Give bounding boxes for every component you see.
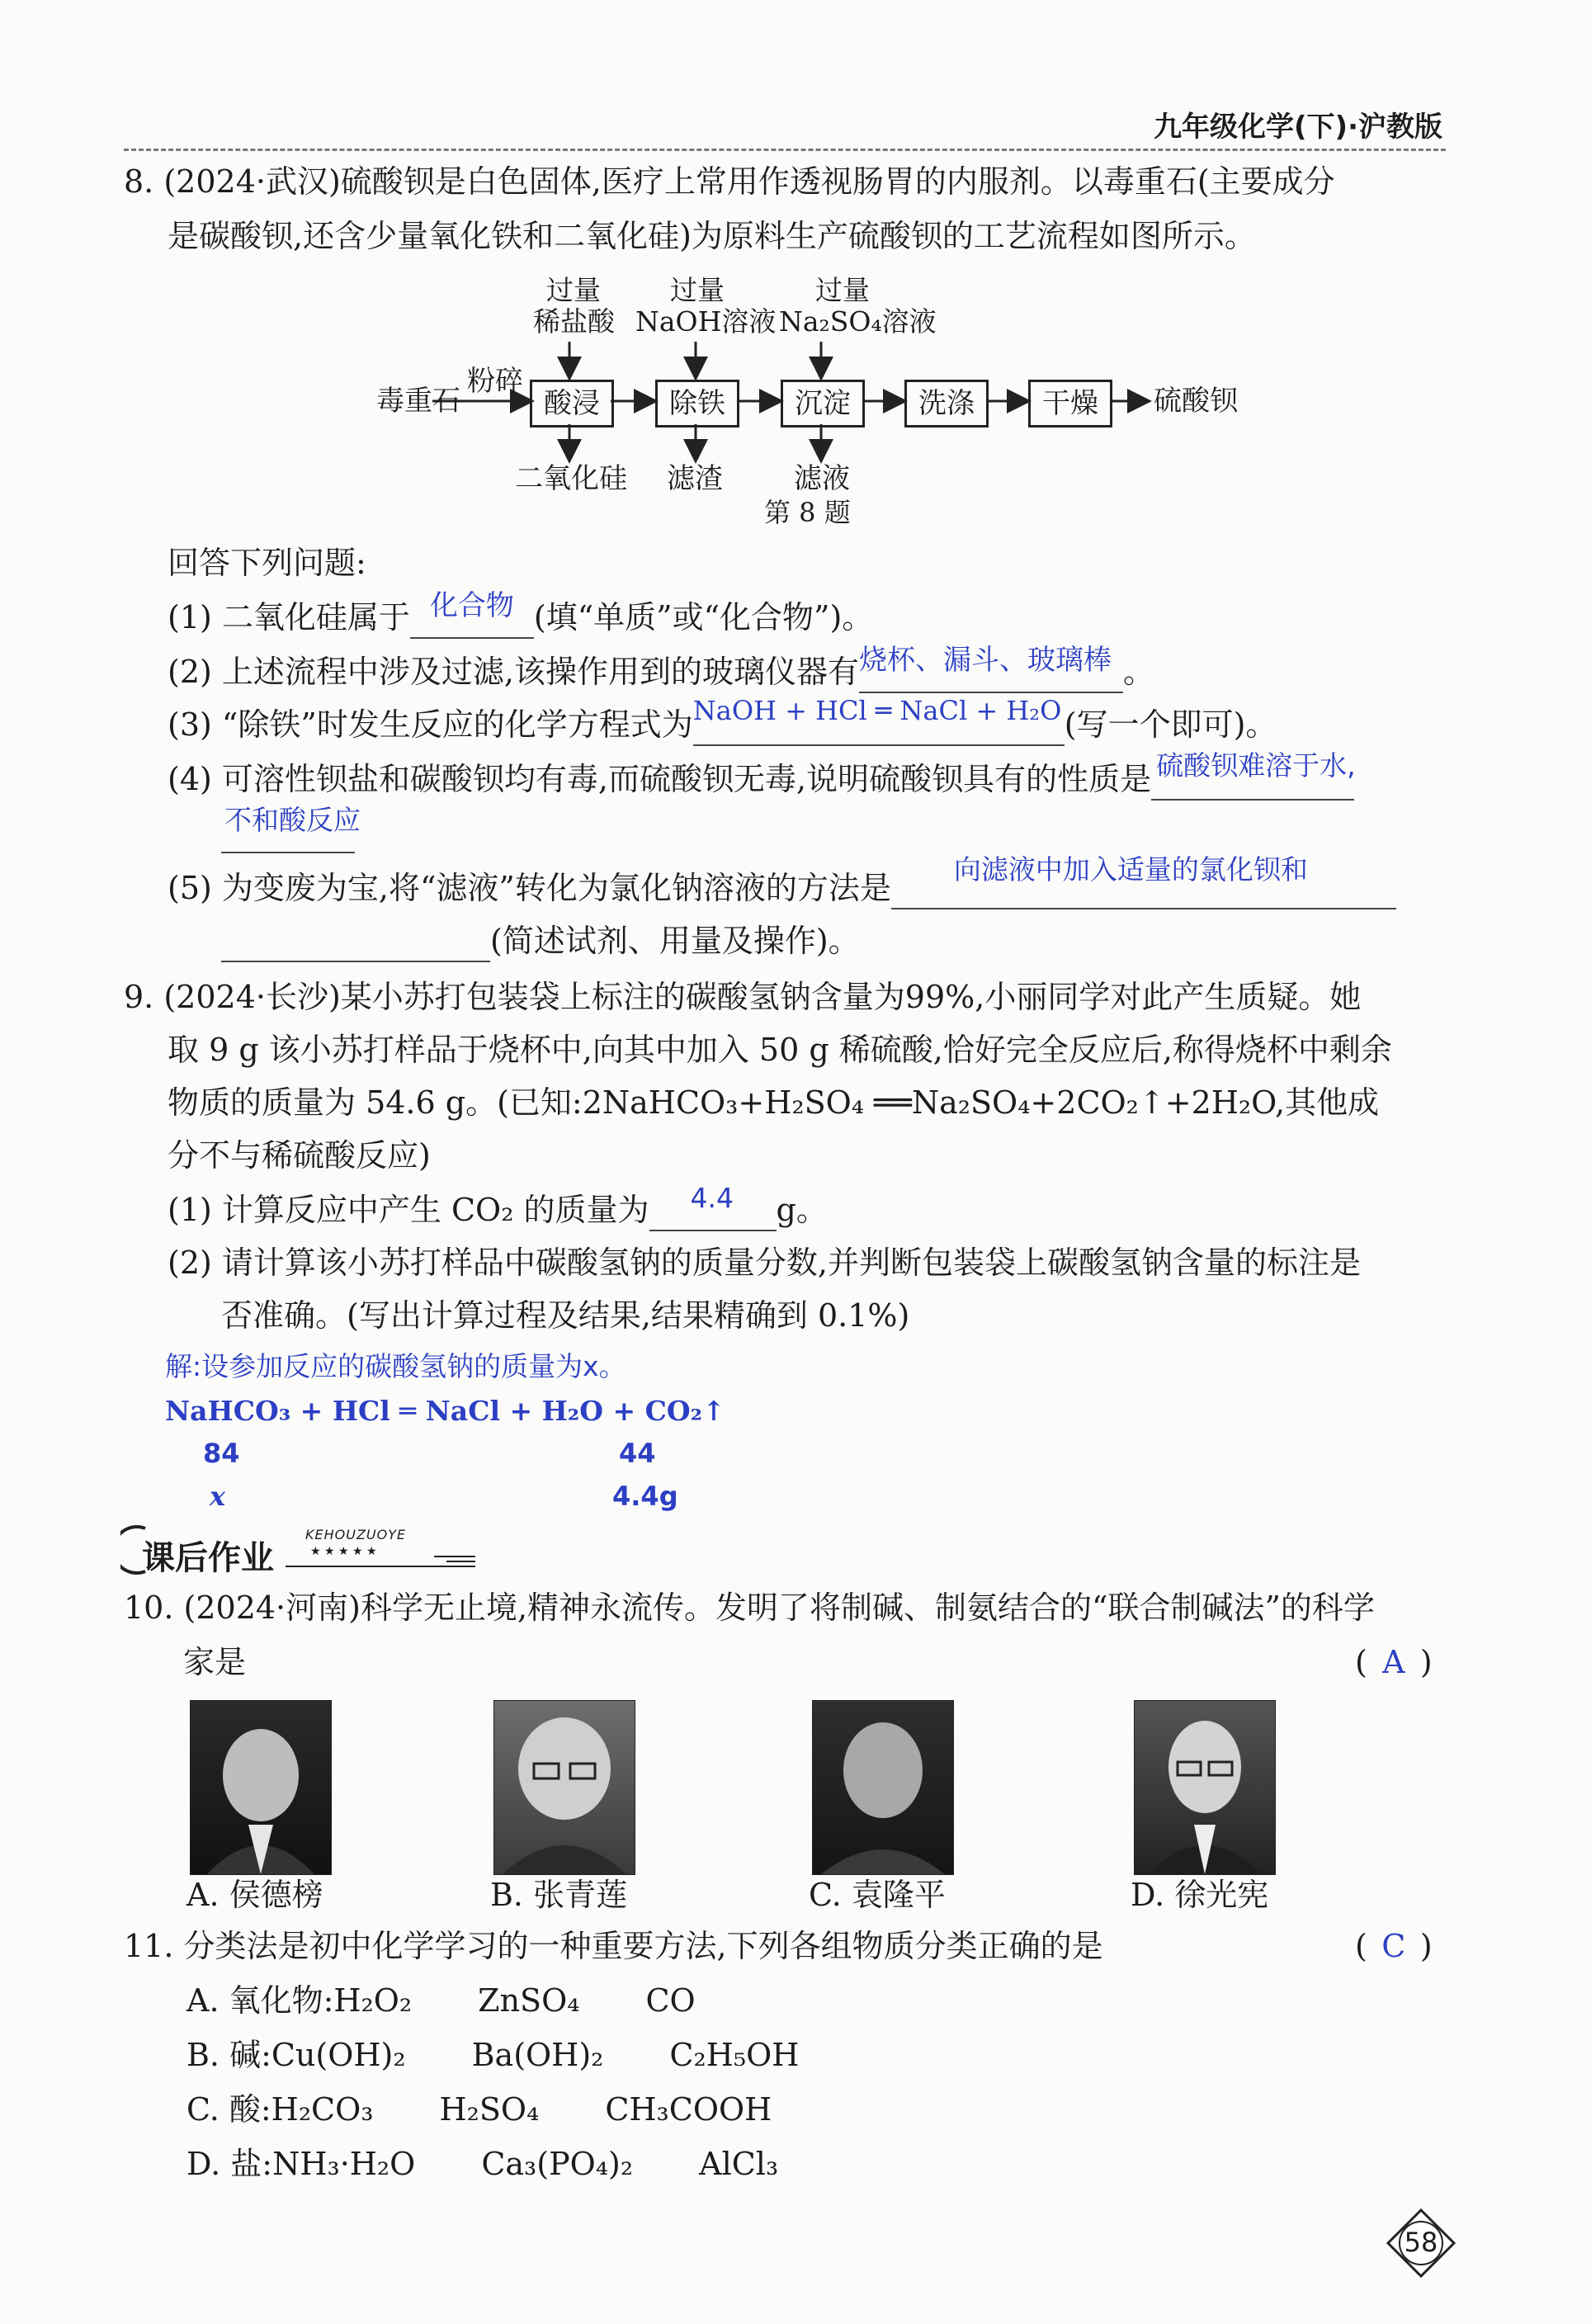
q8-sub1: (1) 二氧化硅属于 化合物 (填“单质”或“化合物”)。 — [168, 599, 873, 639]
q10-line2: 家是 — [183, 1644, 247, 1680]
homework-title: 课后作业 — [142, 1539, 274, 1577]
portrait-d-image — [1135, 1701, 1275, 1874]
q9-line2: 取 9 g 该小苏打样品于烧杯中,向其中加入 50 g 稀硫酸,恰好完全反应后,称得烧杯中剩余 — [168, 1032, 1392, 1068]
q8-sub1-blank[interactable] — [410, 589, 534, 639]
q8-sub4-blank1[interactable] — [1151, 749, 1356, 801]
q10-option-b[interactable]: B. 张青莲 — [490, 1877, 628, 1913]
q9-solution-4-4g: 4.4g — [612, 1481, 678, 1512]
q10-option-a[interactable]: A. 侯德榜 — [186, 1877, 323, 1913]
q9-sub2-line2: 否准确。(写出计算过程及结果,结果精确到 0.1%) — [221, 1297, 910, 1334]
q9-line4: 分不与稀硫酸反应) — [168, 1137, 431, 1174]
q8-sub4-cont — [221, 804, 361, 853]
q11-option-a[interactable]: A. 氧化物:H₂O₂ ZnSO₄ CO — [186, 1982, 696, 2019]
flow-caption: 第 8 题 — [764, 497, 851, 528]
q8-sub2-answer: 烧杯、漏斗、玻璃棒 — [859, 644, 1112, 677]
q8-sub2-blank[interactable] — [859, 644, 1123, 693]
q9-solution-84: 84 — [203, 1438, 240, 1469]
q10-answer-bracket[interactable]: ( A ) — [1355, 1644, 1433, 1680]
reagent-1-name: 稀盐酸 — [533, 305, 615, 338]
q8-intro-line2: 是碳酸钡,还含少量氧化铁和二氧化硅)为原料生产硫酸钡的工艺流程如图所示。 — [168, 218, 1256, 254]
q8-sub5-blank1[interactable] — [891, 853, 1396, 909]
portrait-b — [493, 1700, 635, 1875]
q10-option-d[interactable]: D. 徐光宪 — [1131, 1877, 1269, 1913]
portrait-a — [190, 1700, 332, 1875]
q11-option-b[interactable]: B. 碱:Cu(OH)₂ Ba(OH)₂ C₂H₅OH — [186, 2037, 800, 2073]
reagent-2-name: NaOH溶液 — [635, 305, 777, 338]
flow-output-2: 滤渣 — [667, 462, 723, 495]
portrait-c-image — [813, 1701, 953, 1874]
page-number-badge — [1386, 2208, 1456, 2278]
reagent-1-amount: 过量 — [546, 274, 601, 306]
q8-sub5: (5) 为变废为宝,将“滤液”转化为氯化钠溶液的方法是 向滤液中加入适量的氯化钡和 — [168, 870, 1396, 909]
flow-step-2: 除铁 — [655, 380, 739, 427]
q11-answer-bracket[interactable]: ( C ) — [1355, 1928, 1433, 1964]
homework-stars: ★ ★ ★ ★ ★ — [310, 1545, 377, 1558]
flow-step-3: 沉淀 — [781, 380, 865, 427]
flow-arrows — [0, 0, 1591, 536]
q9-solution-equation: NaHCO₃ + HCl ═ NaCl + H₂O + CO₂↑ — [165, 1395, 725, 1427]
q8-sub5-blank2[interactable] — [221, 923, 490, 962]
q9-line3: 物质的质量为 54.6 g。(已知:2NaHCO₃+H₂SO₄ ══Na₂SO₄+2CO₂↑+2H₂O,其他成 — [168, 1084, 1380, 1121]
flow-grind-label: 粉碎 — [467, 365, 523, 398]
q10-answer: A — [1382, 1644, 1405, 1680]
q8-prompt: 回答下列问题: — [168, 545, 366, 581]
q9-sub1-answer: 4.4 — [690, 1182, 734, 1214]
q9-solution-x: x — [210, 1481, 226, 1512]
portrait-c — [812, 1700, 954, 1875]
q11-option-d[interactable]: D. 盐:NH₃·H₂O Ca₃(PO₄)₂ AlCl₃ — [186, 2146, 779, 2182]
flow-end: 硫酸钡 — [1154, 385, 1238, 418]
homework-section-header — [120, 1523, 484, 1576]
q8-sub4-answer2: 不和酸反应 — [224, 804, 361, 836]
portrait-b-image — [494, 1701, 635, 1874]
q8-sub2: (2) 上述流程中涉及过滤,该操作用到的玻璃仪器有 烧杯、漏斗、玻璃棒 。 — [168, 654, 1154, 693]
q9-sub2-line1: (2) 请计算该小苏打样品中碳酸氢钠的质量分数,并判断包装袋上碳酸氢钠含量的标注是 — [168, 1245, 1361, 1281]
q10-option-c[interactable]: C. 袁隆平 — [809, 1877, 946, 1913]
q9-sub1: (1) 计算反应中产生 CO₂ 的质量为 4.4 g。 — [168, 1192, 828, 1231]
q8-sub5-cont: (简述试剂、用量及操作)。 — [221, 923, 860, 962]
portrait-d — [1134, 1700, 1276, 1875]
q8-sub5-answer: 向滤液中加入适量的氯化钡和 — [953, 853, 1308, 886]
portrait-a-image — [191, 1701, 331, 1874]
q11-line1: 11. 分类法是初中化学学习的一种重要方法,下列各组物质分类正确的是 — [124, 1928, 1103, 1964]
flow-step-4: 洗涤 — [904, 380, 989, 427]
flow-step-1: 酸浸 — [530, 380, 614, 427]
q9-solution-line1: 解:设参加反应的碳酸氢钠的质量为x。 — [165, 1350, 626, 1382]
reagent-3-name: Na₂SO₄溶液 — [779, 305, 937, 338]
q8-sub4-answer1: 硫酸钡难溶于水, — [1156, 749, 1356, 782]
running-header: 九年级化学(下)·沪教版 — [1154, 111, 1442, 144]
q8-sub3-answer: NaOH + HCl ═ NaCl + H₂O — [692, 695, 1062, 726]
flow-output-1: 二氧化硅 — [515, 462, 627, 495]
q8-sub3-blank[interactable] — [692, 695, 1065, 746]
reagent-3-amount: 过量 — [815, 274, 870, 306]
q11-answer: C — [1381, 1928, 1406, 1964]
q8-sub4: (4) 可溶性钡盐和碳酸钡均有毒,而硫酸钡无毒,说明硫酸钡具有的性质是 硫酸钡难溶于水, — [168, 761, 1354, 801]
q8-sub4-blank2[interactable] — [221, 804, 361, 853]
flow-start: 毒重石 — [376, 385, 460, 418]
q11-option-c[interactable]: C. 酸:H₂CO₃ H₂SO₄ CH₃COOH — [186, 2091, 772, 2128]
homework-subtitle: KEHOUZUOYE — [305, 1527, 407, 1542]
flow-step-5: 干燥 — [1028, 380, 1112, 427]
q8-intro-line1: 8. (2024·武汉)硫酸钡是白色固体,医疗上常用作透视肠胃的内服剂。以毒重石(主要成分 — [124, 163, 1335, 200]
q8-sub3: (3) “除铁”时发生反应的化学方程式为 NaOH + HCl ═ NaCl + H₂O (写一个即可)。 — [168, 706, 1277, 746]
q9-sub1-blank[interactable] — [649, 1182, 777, 1231]
q9-line1: 9. (2024·长沙)某小苏打包装袋上标注的碳酸氢钠含量为99%,小丽同学对此产生质疑。她 — [124, 979, 1362, 1015]
q10-line1: 10. (2024·河南)科学无止境,精神永流传。发明了将制碱、制氨结合的“联合制碱法”的科学 — [124, 1589, 1375, 1626]
flow-output-3: 滤液 — [794, 462, 850, 495]
reagent-2-amount: 过量 — [670, 274, 725, 306]
page-number: 58 — [1404, 2227, 1438, 2258]
q8-sub1-answer: 化合物 — [429, 589, 514, 622]
flow-diagram — [0, 0, 1591, 536]
q9-solution-44: 44 — [619, 1438, 656, 1469]
